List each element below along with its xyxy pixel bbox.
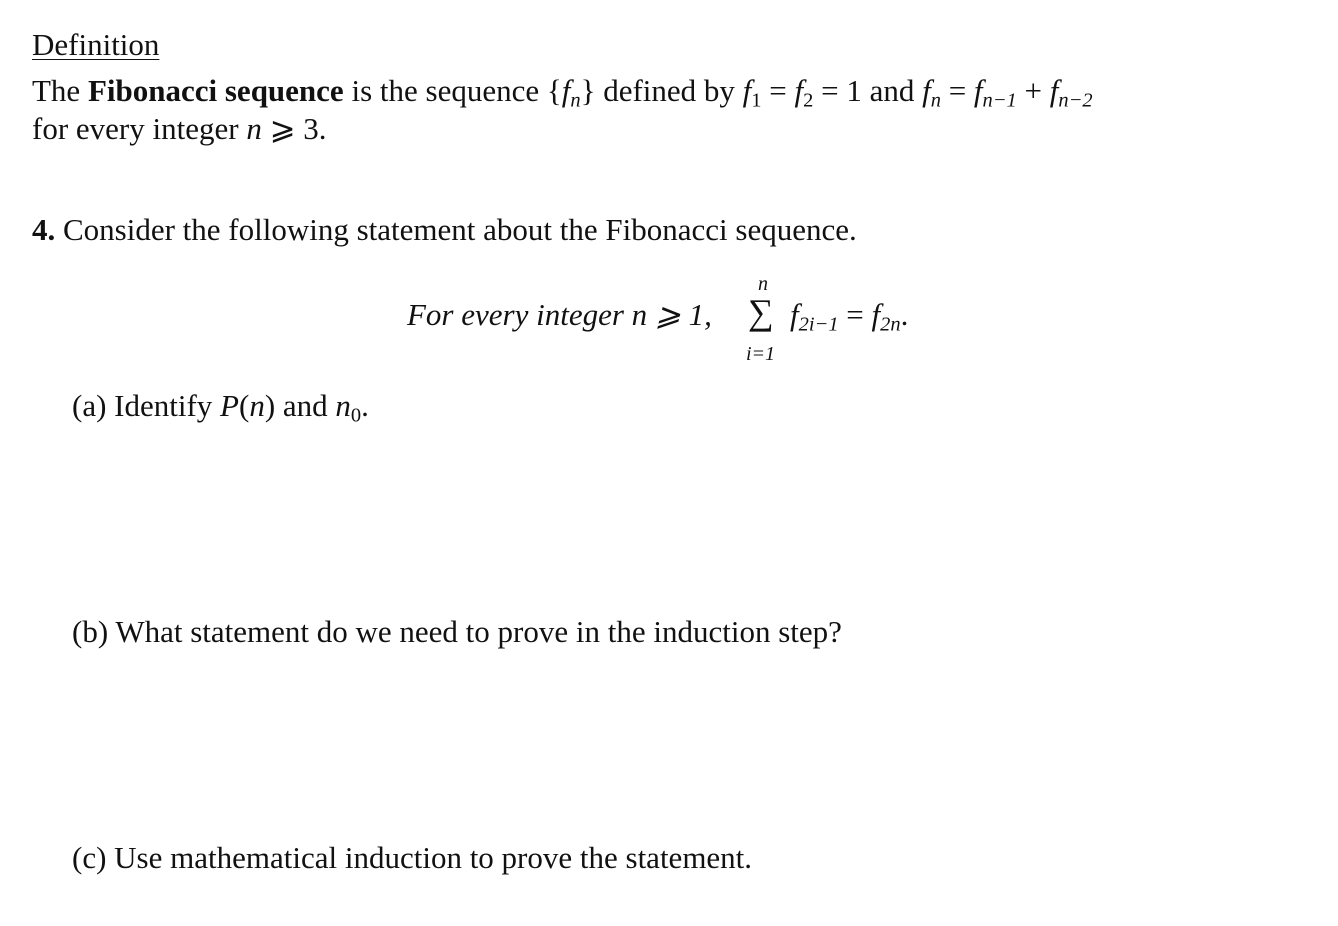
math-period: . — [900, 297, 909, 332]
defined-term: Fibonacci sequence — [87, 73, 344, 108]
math-plus: + — [1016, 73, 1050, 108]
math-eq: = — [940, 73, 974, 108]
math-sub: 2i−1 — [798, 313, 839, 336]
part-b-label: (b) — [72, 614, 109, 649]
math-f: f — [973, 73, 983, 108]
math-sub: 2n — [880, 313, 901, 336]
statement-lhs: For every integer n ⩾ 1, — [407, 297, 712, 332]
part-a-text: and — [275, 388, 336, 423]
question-number: 4. — [32, 212, 56, 247]
math-sub: n — [930, 89, 941, 112]
question-text: Consider the following statement about the Fibonacci sequence. — [55, 212, 857, 247]
definition-text: ⩾ 3. — [261, 111, 327, 146]
math-f: f — [922, 73, 931, 108]
definition-text: is the sequence { — [343, 73, 562, 108]
definition-line-1 — [32, 73, 1093, 112]
sum-symbol: ∑ — [748, 292, 774, 332]
definition-text: for every integer — [32, 111, 247, 146]
math-f: f — [742, 73, 752, 108]
sum-lower-limit — [746, 343, 775, 366]
part-b — [72, 614, 842, 650]
math-sub: 0 — [350, 404, 362, 427]
definition-heading: Definition — [32, 27, 160, 62]
part-c-text: Use mathematical induction to prove the statement. — [106, 840, 753, 875]
math-f: f — [1049, 73, 1059, 108]
sum-lower-text: i=1 — [746, 343, 776, 365]
definition-intro: The — [32, 73, 88, 108]
part-c-label: (c) — [72, 840, 107, 875]
sum-upper-limit: n — [758, 273, 768, 295]
math-f: f — [561, 73, 571, 108]
math-eq: = — [838, 297, 872, 332]
math-f: f — [790, 297, 799, 332]
math-P: P — [220, 388, 239, 423]
definition-text: } defined by — [580, 73, 743, 108]
part-a-text: Identify — [106, 388, 221, 423]
math-sub: n−2 — [1058, 89, 1093, 112]
part-a-label: (a) — [72, 388, 107, 423]
part-b-text: What statement do we need to prove in the induction step? — [108, 614, 842, 649]
math-n: n — [246, 111, 262, 146]
math-sub: n — [570, 89, 581, 112]
math-n: n — [335, 388, 351, 423]
definition-line-2 — [32, 111, 327, 147]
math-paren-n: (n) — [238, 388, 276, 423]
math-sub: 2 — [803, 89, 814, 112]
statement-rhs — [790, 297, 909, 336]
definition-text: = 1 and — [813, 73, 923, 108]
question-4 — [32, 212, 857, 248]
math-period: . — [361, 388, 369, 423]
part-a — [72, 388, 369, 427]
math-sub: 1 — [751, 89, 762, 112]
math-f: f — [794, 73, 804, 108]
math-eq: = — [761, 73, 795, 108]
part-c — [72, 840, 752, 876]
math-f: f — [871, 297, 881, 332]
math-sub: n−1 — [982, 89, 1017, 112]
